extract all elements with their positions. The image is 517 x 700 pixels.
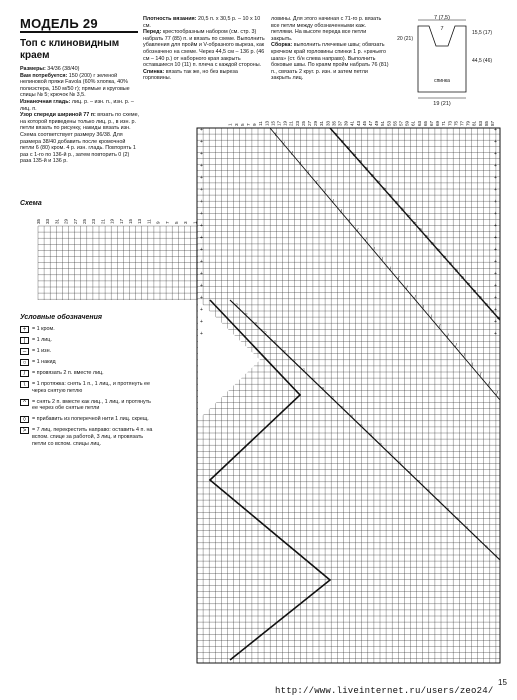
chart-left-number: 7 [164, 221, 170, 224]
chart-top-number: 77 [459, 120, 465, 126]
stitch-symbol: / [406, 285, 408, 292]
chart-top-number: 73 [447, 120, 453, 126]
legend-symbol: – [20, 348, 29, 355]
chart-top-number: 79 [465, 120, 471, 126]
chart-top-number: 35 [331, 120, 337, 126]
stitch-symbol: > [371, 172, 374, 179]
col2-label: Плотность вязания: [143, 16, 197, 22]
stitch-symbol: > [341, 138, 344, 145]
legend-symbol: / [20, 370, 29, 377]
chart-top-number: 55 [392, 120, 398, 126]
stitch-symbol: / [398, 276, 400, 282]
armhole-blank [198, 300, 260, 420]
chart-top-number: 67 [429, 120, 434, 126]
chart-left-number: 29 [63, 218, 69, 224]
stitch-symbol: + [494, 163, 497, 169]
stitch-symbol: > [491, 308, 494, 315]
chart-top-number: 21 [288, 120, 294, 126]
chart-top-number: 71 [441, 120, 447, 126]
stitch-symbol: / [275, 132, 277, 138]
stitch-symbol: > [449, 261, 452, 268]
intro-text: 150 (200) г зеленой нелиновой пряжи Favola (60% хлопка, 40% полиэстера, 150 м/50 г); прямые и круговые спицы № 5; крючок № 3,5. [20, 72, 130, 99]
stitch-symbol: + [200, 295, 203, 301]
stitch-symbol: > [455, 268, 458, 274]
legend-text: = снять 2 п. вместе как лиц., 1 лиц. и протянуть ее через обе снятые петли [32, 398, 151, 412]
stitch-symbol: + [200, 259, 203, 265]
legend-text: = 7 лиц. перекрестить направо: оставить 4 п. на вспом. спице за работой, 3 лиц. и провязать петли со вспом. спицы лиц. [32, 427, 153, 447]
chart-top-number: 85 [483, 120, 489, 126]
legend-text: = 1 кром. [32, 326, 55, 332]
legend-symbol: ○ [20, 359, 29, 366]
stitch-symbol: ○ [263, 329, 267, 336]
chart-left-number: 15 [128, 218, 133, 224]
stitch-symbol: ○ [436, 497, 440, 504]
stitch-symbol: > [461, 274, 464, 281]
legend-text: = провязать 2 п. вместе лиц. [32, 370, 104, 376]
stitch-symbol: > [479, 295, 482, 302]
chart-top-number: 9 [252, 123, 258, 126]
stitch-symbol: ○ [273, 339, 277, 346]
stitch-symbol: ○ [359, 422, 363, 429]
stitch-symbol: ○ [398, 460, 402, 467]
stitch-symbol: + [494, 127, 497, 133]
stitch-symbol: ○ [455, 515, 459, 522]
stitch-symbol: + [494, 235, 497, 241]
chart-top-number: 87 [490, 120, 495, 126]
stitch-symbol: > [419, 227, 422, 234]
stitch-symbol: > [377, 179, 380, 186]
chart-left-number: 13 [137, 218, 143, 224]
stitch-symbol: ○ [369, 432, 373, 439]
legend-text: = прибавить из поперечной нити 1 лиц. скрещ. [32, 416, 149, 423]
stitch-symbol: ○ [465, 525, 469, 532]
chart-left-number: 19 [109, 218, 115, 224]
stitch-symbol: / [357, 228, 359, 234]
chart-left-number: 11 [146, 219, 152, 224]
chart-top-number: 49 [374, 120, 380, 126]
stitch-symbol: + [200, 247, 203, 253]
stitch-symbol: + [200, 175, 203, 181]
stitch-symbol: > [425, 234, 428, 240]
chart-grid [197, 128, 500, 663]
stitch-symbol: + [200, 199, 203, 205]
col2-text: 20,5 п. х 30,5 р. – 10 х 10 см. [143, 16, 261, 29]
intro-label: Изнаночная гладь: [20, 98, 71, 105]
stitch-symbol: + [494, 271, 497, 277]
stitch-symbol: / [324, 189, 326, 196]
diagonal-band-3 [230, 300, 500, 560]
chart-top-number: 81 [471, 120, 477, 126]
stitch-symbol: + [200, 151, 203, 157]
stitch-symbol: / [381, 256, 383, 263]
stitch-symbol: > [347, 145, 350, 152]
stitch-symbol: > [365, 166, 368, 172]
stitch-symbol: + [494, 331, 497, 337]
stitch-symbol: + [494, 283, 497, 289]
chart-left-number: 9 [155, 221, 161, 224]
stitch-symbol: + [494, 247, 497, 253]
stitch-symbol: > [383, 186, 386, 193]
stitch-symbol: > [413, 220, 416, 227]
stitch-symbol: + [200, 139, 203, 145]
stitch-symbol: + [200, 211, 203, 217]
chart-top-number: 23 [294, 120, 300, 126]
intro-text: 34/36 (38/40) [45, 66, 80, 72]
stitch-symbol: ○ [331, 395, 335, 401]
legend-title: Условные обозначения [20, 314, 103, 321]
stitch-symbol: + [200, 127, 203, 133]
stitch-symbol: > [389, 193, 392, 200]
chart-top-number: 3 [233, 123, 239, 126]
chart-top-number: 63 [416, 120, 422, 126]
stitch-symbol: + [494, 139, 497, 145]
stitch-symbol: > [335, 132, 338, 138]
stitch-symbol: / [496, 391, 498, 398]
chart-top-number: 59 [404, 120, 410, 126]
chart-top-number: 13 [264, 120, 270, 126]
intro-text: вязать по схеме, на которой приведены только лиц. р., в изн. р. петли вязать по рисунку, накиды вязать изн. Схема соответствует размеру 36/38. Для размера 38/40 добавить после кромочной петли 6 (80) кром. 4 р. изн. гладь. Повторять 1 раз с 1-го по 136-й р., затем повторить 0 (2) раза 135-й и 136 р. [20, 112, 140, 165]
intro-label: Вам потребуется: [20, 72, 68, 79]
legend-symbol: \ [20, 381, 29, 388]
chart-top-number: 47 [368, 120, 373, 126]
stitch-symbol: + [494, 307, 497, 313]
schematic-depth-right: 15,5 (17) [472, 30, 493, 36]
stitch-symbol: ○ [254, 320, 258, 327]
stitch-symbol: + [494, 259, 497, 265]
page-number: 15 [498, 678, 507, 687]
legend-symbol: + [20, 326, 29, 333]
schematic-depth-left: 20 (21) [397, 36, 413, 42]
col2-text: вязать так же, но без выреза горловины. [143, 68, 238, 82]
stitch-symbol: + [200, 283, 203, 289]
stitch-symbol: ○ [379, 441, 383, 448]
col3-text: выполнить плечевые швы; обвязать крючком край горловины спинки 1 р. «рачьего шага» (ст. б/н слева направо). Выполнить боковые швы. По краям пройм набрать 76 (81) п., связать 2 круг. р. изн. и затем петли закрыть лиц. [271, 42, 389, 82]
stitch-symbol: + [200, 163, 203, 169]
stitch-symbol: > [497, 315, 500, 322]
model-title: МОДЕЛЬ 29 [20, 16, 98, 31]
chart-top-number: 69 [435, 120, 441, 126]
stitch-symbol: + [200, 235, 203, 241]
chart-top-number: 65 [422, 120, 428, 126]
chart-top-number: 25 [300, 120, 306, 126]
stitch-symbol: / [365, 237, 367, 244]
stitch-symbol: / [316, 180, 318, 186]
chart-left-number: 35 [36, 218, 41, 224]
chart-left-number: 1 [192, 221, 198, 224]
stitch-symbol: / [447, 333, 449, 340]
chart-top-number: 17 [276, 120, 282, 126]
col2-label: Перед: [143, 29, 162, 36]
schematic-height: 44,5 (46) [472, 58, 493, 64]
stitch-symbol: ○ [340, 404, 344, 411]
chart-left-number: 23 [91, 218, 97, 224]
chart-left-number: 21 [100, 218, 106, 224]
stitch-symbol: > [353, 152, 356, 159]
chart-top-number: 39 [343, 120, 349, 126]
stitch-symbol: ○ [292, 357, 296, 364]
stitch-symbol: + [494, 211, 497, 217]
stitch-symbol: ○ [407, 469, 411, 476]
stitch-symbol: ○ [283, 348, 287, 355]
stitch-symbol: / [299, 160, 301, 167]
stitch-symbol: ○ [244, 311, 248, 318]
chart-top-number: 19 [282, 120, 288, 126]
stitch-symbol: > [401, 206, 404, 213]
chart-top-number: 1 [227, 123, 233, 126]
chart-top-number: 29 [313, 120, 319, 126]
stitch-symbol: > [431, 240, 434, 247]
stitch-symbol: / [488, 381, 490, 388]
stitch-symbol: + [494, 175, 497, 181]
chart-left-number: 31 [54, 218, 60, 224]
stitch-symbols [200, 127, 500, 559]
stitch-symbol: ○ [350, 413, 354, 420]
stitch-symbol: / [348, 218, 351, 225]
chart-left-number: 27 [72, 218, 78, 224]
stitch-symbol: / [373, 247, 375, 254]
chart-left-number: 33 [45, 218, 51, 224]
intro-label: Узор спереди шириной 77 п: [20, 112, 96, 119]
stitch-symbol: ○ [235, 302, 239, 308]
legend-text: = 1 лиц. [32, 337, 52, 343]
chart-top-number: 15 [270, 120, 276, 126]
stitch-symbol: > [443, 254, 446, 261]
legend-text: = 1 изн. [32, 348, 52, 354]
legend-symbol: | [20, 337, 29, 344]
stitch-symbol: > [395, 200, 398, 206]
stitch-symbol: + [200, 331, 203, 337]
chart-top-number: 43 [355, 120, 361, 126]
stitch-symbol: / [291, 151, 293, 158]
stitch-symbol: > [473, 288, 476, 295]
stitch-symbol: + [494, 187, 497, 193]
chart-top-number: 7 [246, 123, 251, 126]
stitch-symbol: + [200, 271, 203, 277]
stitch-symbol: ○ [417, 478, 421, 485]
col2-text: крестообразным набором (см. стр. 3) набрать 77 (85) п. и вязать по схеме. Выполнить убавления для пройм и V-образного выреза, как обозначено на схеме. Через 44,5 см – 136 р. (46 см – 140 р.) от наборного края закрыть оставшиеся 10 (11) п. плеча с каждой стороны. [143, 29, 265, 69]
legend-symbol: ◊ [20, 416, 29, 423]
stitch-symbol: ○ [321, 385, 325, 392]
stitch-symbol: ○ [484, 543, 488, 550]
chart-top-number: 41 [349, 120, 355, 126]
chart-left-number: 25 [82, 218, 87, 224]
stitch-symbol: / [480, 372, 482, 378]
stitch-symbol: ○ [302, 367, 306, 374]
stitch-symbol: / [455, 343, 457, 350]
scheme-label: Схема [20, 200, 42, 207]
col3-text: ловины. Для этого начиная с 71-го р. вязать все петли между обозначенными каж. петлями. На высоте переда все петли закрыть. [271, 16, 382, 42]
stitch-symbol: ○ [446, 506, 450, 513]
stitch-symbol: ○ [475, 534, 479, 541]
stitch-symbol: / [471, 362, 474, 369]
stitch-symbol: + [494, 319, 497, 325]
stitch-symbol: / [340, 208, 342, 215]
stitch-symbol: > [437, 247, 440, 254]
chart-top-number: 27 [307, 120, 312, 126]
stitch-symbol: + [494, 151, 497, 157]
stitch-symbol: / [389, 266, 392, 273]
chart-frame [197, 128, 500, 663]
chart-left-number: 3 [183, 221, 189, 224]
col2-label: Спинка: [143, 68, 165, 75]
chart-top-number: 53 [386, 120, 392, 126]
chart-top-number: 75 [453, 120, 459, 126]
stitch-symbol: > [407, 213, 410, 220]
chart-top-number: 33 [325, 120, 331, 126]
stitch-symbol: / [463, 352, 465, 359]
stitch-symbol: + [200, 223, 203, 229]
watermark: http://www.liveinternet.ru/users/zeo24/ [275, 686, 494, 696]
stitch-symbol: / [439, 324, 441, 330]
chart-left-number: 17 [118, 218, 124, 224]
chart-top-number: 61 [410, 120, 416, 126]
col3-label: Сборка: [271, 42, 293, 49]
schematic-bottom-width: 19 (21) [433, 101, 451, 107]
stitch-symbol: > [359, 159, 362, 166]
chart-top-number: 51 [380, 120, 386, 126]
intro-text: лиц. р. – изн. п., изн. р. – лиц. п. [20, 98, 134, 112]
chart-top-number: 31 [319, 120, 325, 126]
stitch-symbol: + [200, 307, 203, 313]
legend-text: = 1 протяжка: снять 1 п., 1 лиц., и протянуть ее через снятую петлю [32, 381, 151, 394]
legend-symbol: ^ [20, 399, 29, 406]
page-title: Топ с клиновидным краем [20, 38, 120, 61]
stitch-symbol: + [200, 319, 203, 325]
schematic-top-width: 7 (7,5) [434, 15, 450, 21]
stitch-symbol: / [307, 170, 310, 177]
chart-top-number: 37 [337, 120, 343, 126]
intro-label: Размеры: [20, 66, 46, 72]
chart-top-number: 57 [398, 120, 404, 126]
schematic-label: спинка [434, 78, 450, 84]
stitch-symbol: ○ [494, 553, 498, 560]
left-chart-grid [38, 226, 198, 300]
stitch-symbol: / [332, 199, 334, 206]
chart-top-number: 45 [361, 120, 367, 126]
stitch-symbol: + [494, 199, 497, 205]
stitch-symbol: / [414, 295, 416, 302]
stitch-symbol: + [200, 187, 203, 193]
stitch-symbol: + [494, 223, 497, 229]
chart-top-number: 11 [258, 121, 264, 126]
chart-top-number: 83 [477, 120, 483, 126]
stitch-symbol: ○ [388, 450, 392, 457]
stitch-symbol: + [494, 295, 497, 301]
chart-left-number: 5 [174, 221, 179, 224]
stitch-symbol: / [283, 141, 285, 148]
stitch-symbol: / [422, 304, 424, 311]
stitch-symbol: > [485, 302, 488, 308]
legend-symbol: > [20, 427, 29, 434]
stitch-symbol: ○ [427, 488, 431, 494]
stitch-symbol: ○ [311, 376, 315, 383]
schematic-neck: 7 [440, 26, 444, 32]
stitch-symbol: > [467, 281, 470, 288]
stitch-symbol: / [430, 314, 433, 321]
chart-top-number: 5 [239, 123, 245, 126]
legend-text: = 1 накид [32, 359, 56, 365]
